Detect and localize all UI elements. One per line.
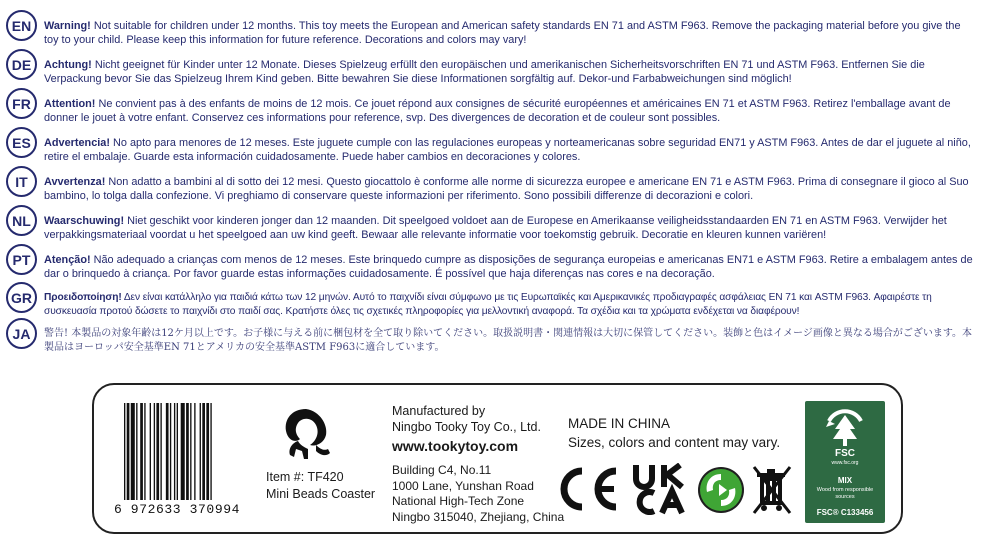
barcode-bar [174,403,175,500]
barcode-bar [154,403,155,500]
lang-badge-pt: PT [6,244,37,275]
ce-mark-icon [552,465,622,513]
barcode-bar [131,403,135,500]
warning-heading: Atenção! [44,254,91,266]
warning-heading: Προειδοποίηση! [44,292,122,303]
made-in: MADE IN CHINA [568,416,671,431]
warning-text: Not suitable for children under 12 months. This toy meets the European and American safety standards EN 71 and ASTM F963. Remove the packaging material before you give the toy to your child. Please keep this information for future reference. Decorations and colors may vary! [44,20,961,46]
barcode-bar [124,403,125,500]
barcode-bar [194,403,195,500]
address-line: Ningbo 315040, Zhejiang, China [392,509,565,524]
warning-fr [6,88,978,128]
address-line: 1000 Lane, Yunshan Road [392,478,534,493]
ukca-mark-icon [632,463,690,515]
barcode-bar [144,403,145,500]
fsc-tree-icon [823,407,867,447]
warning-heading: Achtung! [44,59,92,71]
warning-en [6,10,978,50]
lang-badge-nl: NL [6,205,37,236]
item-number: Item #: TF420 [266,470,344,484]
barcode-bar [127,403,130,500]
warning-text: Ne convient pas à des enfants de moins de 12 mois. Ce jouet répond aux consignes de sécurité européennes et américaines EN 71 et ASTM F963. Retirez l'emballage avant de donner le jouet à votre enfant. Conservez ces informations pour reference, svp. Des divergences de decoration et de couleur sont possibles. [44,98,951,124]
fsc-code: FSC® C133456 [816,508,874,517]
lang-badge-en: EN [6,10,37,41]
barcode-bar [166,403,169,500]
barcode-bar [156,403,159,500]
barcode-bar [186,403,189,500]
barcode-bar [202,403,205,500]
warning-heading: Waarschuwing! [44,215,125,227]
lang-badge-es: ES [6,127,37,158]
fsc-url: www.fsc.org [831,460,859,466]
lang-badge-fr: FR [6,88,37,119]
barcode-bar [177,403,178,500]
warning-es [6,127,978,167]
warning-text: Nicht geeignet für Kinder unter 12 Monate. Dieses Spielzeug erfüllt den europäischen und amerikanischen Sicherheitsvorschriften EN 71 und ASTM F963. Entfernen Sie die Verpackung bevor Sie das Spielzeug Ihrem Kind geben. Bitte bewahren Sie diese Informationen sorgfältig auf. Dekor-und Farbabweichungen sind möglich! [44,59,925,85]
barcode-bar [190,403,191,500]
fsc-brand: FSC [835,448,855,459]
warning-heading: Attention! [44,98,96,110]
warning-heading: Advertencia! [44,137,110,149]
warning-heading: Avvertenza! [44,176,106,188]
fsc-mix: MIX [837,476,853,485]
lang-badge-ja: JA [6,318,37,349]
address [392,463,564,525]
website: www.tookytoy.com [392,438,519,454]
variance-note: Sizes, colors and content may vary. [568,435,781,450]
warning-it [6,166,978,206]
barcode-bar [200,403,201,500]
warning-gr [6,282,978,322]
barcode-bar [140,403,143,500]
barcode-bar [170,403,171,500]
warning-de [6,49,978,89]
address-line: National High-Tech Zone [392,494,525,508]
manufactured-by: Manufactured by [392,404,486,418]
fsc-badge [805,401,885,523]
product-name: Mini Beads Coaster [266,487,376,501]
green-dot-icon [697,466,745,514]
barcode-bar [136,403,137,500]
barcode-bar [160,403,161,500]
warning-ja [6,318,978,358]
lang-badge-de: DE [6,49,37,80]
warning-text: Non adatto a bambini al di sotto dei 12 mesi. Questo giocattolo è conforme alle norme di sicurezza europee e americane EN 71 e ASTM F963. Prima di consegnare il gioco al Suo bambino, lo tolga dalla confezione. Vi preghiamo di conservare queste informazioni per riferimento. Sono possibili differenze di decorazioni e colori. [44,176,969,202]
lang-badge-gr: GR [6,282,37,313]
ram-logo-icon [276,405,334,461]
barcode-bar [150,403,151,500]
address-line: Building C4, No.11 [392,463,492,477]
warning-text: Não adequado a crianças com menos de 12 meses. Este brinquedo cumpre as disposições de segurança europeias e americanas EN71 e ASTM F963. Retire a embalagem antes de dar o brinquedo à criança. Por favor guarde estas informações cuidadosamente. É possível que haja diferenças nas cores e na decoração. [44,254,973,280]
barcode-bar [210,403,211,500]
weee-bin-icon [752,463,794,515]
warning-text: 警告! 本製品の対象年齢は12ケ月以上です。お子様に与える前に梱包材を全て取り除いてください。取扱説明書・関連情報は大切に保管してください。装飾と色はイメージ画像と異なる場合がございます。本製品はヨーロッパ安全基準EN 71とアメリカの安全基準ASTM F963に適合しています。 [44,328,973,353]
warning-pt [6,244,978,284]
lang-badge-it: IT [6,166,37,197]
warning-text: No apto para menores de 12 meses. Este juguete cumple con las regulaciones europeas y norteamericanas sobre seguridad EN71 y ASTM F963. Antes de dar el juguete al niño, retire el embalaje. Guarde esta información cuidadosamente. Puede haber cambios en decoraciones y colores. [44,137,971,163]
barcode-bar [206,403,209,500]
barcode [124,403,240,500]
warning-nl [6,205,978,245]
warning-text: Niet geschikt voor kinderen jonger dan 12 maanden. Dit speelgoed voldoet aan de Europese en Amerikaanse veiligheidsstandaarden EN 71 en ASTM F963. Verwijder het verpakkingsmateriaal voordat u het speelgoed aan uw kind geeft. Bewaar alle relevante informatie voor toekomstig gebruik. Decoratie en kleuren kunnen variëren! [44,215,947,241]
fsc-description: Wood from responsible sources [816,487,874,500]
company-name: Ningbo Tooky Toy Co., Ltd. [392,420,541,434]
barcode-bar [181,403,185,500]
barcode-number: 6 972633 370994 [114,502,241,517]
warning-text: Δεν είναι κατάλληλο για παιδιά κάτω των 12 μηνών. Αυτό το παιχνίδι είναι σύμφωνο με τις Ευρωπαϊκές και Αμερικανικές προδιαγραφές ασφάλειας EN 71 και ASTM F963. Αφαιρέστε τη συσκευασία προτού δώσετε το παιχνίδι στο παιδί σας. Κρατήστε όλες τις σχετικές πληροφορίες για μελλοντική αναφορά. Τα σχέδια και τα χρώματα ενδέχεται να διαφέρουν! [44,292,932,317]
product-label [92,383,903,534]
warning-heading: Warning! [44,20,91,32]
